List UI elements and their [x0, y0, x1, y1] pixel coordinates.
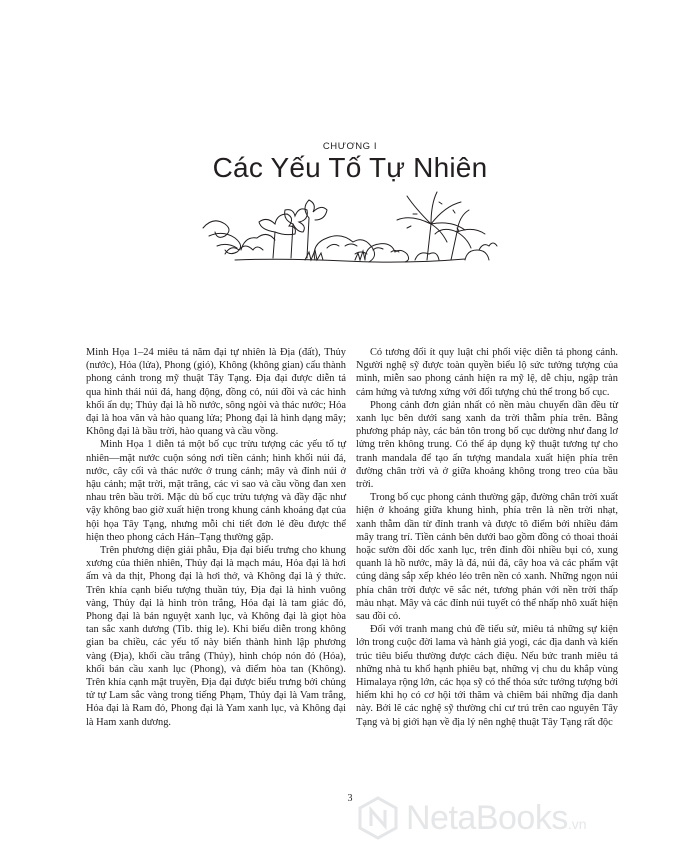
text-column-right — [356, 346, 618, 729]
text-column-left — [86, 346, 346, 729]
paragraph: Trên phương diện giải phẫu, Địa đại biểu trưng cho khung xương của thiên nhiên, Thủy đại là mạch máu, Hỏa đại là hơi ấm và da thịt, Phong đại là hơi thở, và Không đại là ý thức. Trên khía cạnh biểu tượng thuần túy, Địa đại là hình vuông vàng, Thủy đại là hình tròn trắng, Hỏa đại là tam giác đỏ, Phong đại là bán nguyệt xanh lục, và Không đại là giọt hòa tan sắc xanh dương (Tib. thig le). Khi biểu diễn trong không gian ba chiều, các yếu tố này biến thành hình lập phương vàng (Địa), khối cầu trắng (Thủy), hình chóp nón đỏ (Hỏa), khối bán cầu xanh lục (Phong), và điểm hòa tan (Không). Trên khía cạnh mật truyền, Địa đại được biểu trưng bởi chủng tử tự Lam sắc vàng trong tiếng Phạm, Thủy đại là Vam trắng, Hỏa đại là Ram đỏ, Phong đại là Yam xanh lục, và Không đại là Ham xanh dương. — [86, 545, 346, 728]
page-number: 3 — [347, 793, 353, 804]
paragraph: Phong cảnh đơn giản nhất có nền màu chuyển dần đều từ xanh lục bên dưới sang xanh da trời thẫm phía trên. Bằng phương pháp này, các bản tôn trong bố cục dường như đang lơ lửng trên không trung. Có thể áp dụng kỹ thuật tương tự cho tranh mandala để tạo ấn tượng mandala xuất hiện phía trên đường chân trời và ở giữa khoảng không trong treo của bầu trời. — [356, 399, 618, 491]
netabooks-watermark — [356, 795, 686, 841]
paragraph: Đối với tranh mang chủ đề tiểu sử, miêu tả những sự kiện lớn trong cuộc đời lama và hành giả yogi, các địa danh và kiến trúc tiêu biểu thường được cách điệu. Nếu bức tranh miêu tả những nhà tu khổ hạnh phiêu bạt, những vị chu du khắp vùng Himalaya rộng lớn, các họa sỹ có thể thỏa sức tưởng tượng bởi hiếm khi họ có cơ hội tới thăm và chiêm bái những địa danh này. Bởi lẽ các nghệ sỹ thường chỉ cư trú trên cao nguyên Tây Tạng và bị giới hạn về địa lý nên nghệ thuật Tây Tạng rất độc — [356, 624, 618, 728]
chapter-label: CHƯƠNG I — [322, 141, 378, 152]
watermark-suffix: .vn — [567, 815, 587, 832]
netabooks-logo-icon — [356, 796, 400, 840]
paragraph: Có tương đối ít quy luật chi phối việc diễn tả phong cảnh. Người nghệ sỹ được toàn quyền biểu lộ sức tưởng tượng của mình, miễn sao phong cảnh hiện ra mỹ lệ, dễ chịu, ngập tràn cảm hứng và tương xứng với đối tượng chủ thể trong bố cục. — [356, 347, 618, 398]
watermark-text: NetaBooks — [406, 798, 568, 837]
paragraph: Minh Họa 1 diễn tả một bố cục trừu tượng các yếu tố tự nhiên—mặt nước cuộn sóng nơi tiền cảnh; hình khối núi đá, nước, cây cối và thác nước ở trung cảnh; mây và đỉnh núi ở hậu cảnh; mặt trời, mặt trăng, các vì sao và cầu vồng đan xen nhau trên bầu trời. Mặc dù bố cục trừu tượng và đầy đặc như vậy không bao giờ xuất hiện trong khung cảnh khoảng đạt của hội họa Tây Tạng, nhưng mỗi chi tiết đơn lẻ đều được thể hiện theo phong cách Hán–Tạng thường gặp. — [86, 439, 346, 543]
paragraph: Trong bố cục phong cảnh thường gặp, đường chân trời xuất hiện ở khoảng giữa khung hình, phía trên là nền trời nhạt, xanh thẫm dần từ đỉnh tranh và được tô điểm bởi nhiều đám mây trang trí. Tiền cảnh bên dưới bao gồm đồng cỏ thoai thoải hoặc sườn đồi dốc xanh lục, trên đỉnh đồi nhiều bụi cỏ, xung quanh là hồ nước, mây là đá, núi đá, cây hoa và các phẩm vật cúng dàng sắp xếp khéo léo trên nền cỏ xanh. Những ngọn núi phía chân trời được vẽ sắc nét, tương phản với nền trời thấp màu nhạt. Mây và các đỉnh núi tuyết có thể nhấp nhô xuất hiện sau đồi cỏ. — [356, 492, 618, 623]
chapter-title: Các Yếu Tố Tự Nhiên — [212, 152, 488, 183]
landscape-ornament-illustration — [195, 188, 505, 268]
paragraph: Minh Họa 1–24 miêu tả năm đại tự nhiên là Địa (đất), Thủy (nước), Hỏa (lửa), Phong (gió), Không (không gian) cấu thành phong cảnh trong mỹ thuật Tây Tạng. Địa đại được diễn tả qua hình thái núi đá, hang động, đồng cỏ, núi đồi và các hình khối ẩn dụ; Thủy đại là hồ nước, sông ngòi và thác nước; Hỏa đại là hoa văn và hào quang lửa; Phong đại là hình dạng mây; Không đại là bầu trời, hào quang và cầu vồng. — [86, 347, 346, 438]
